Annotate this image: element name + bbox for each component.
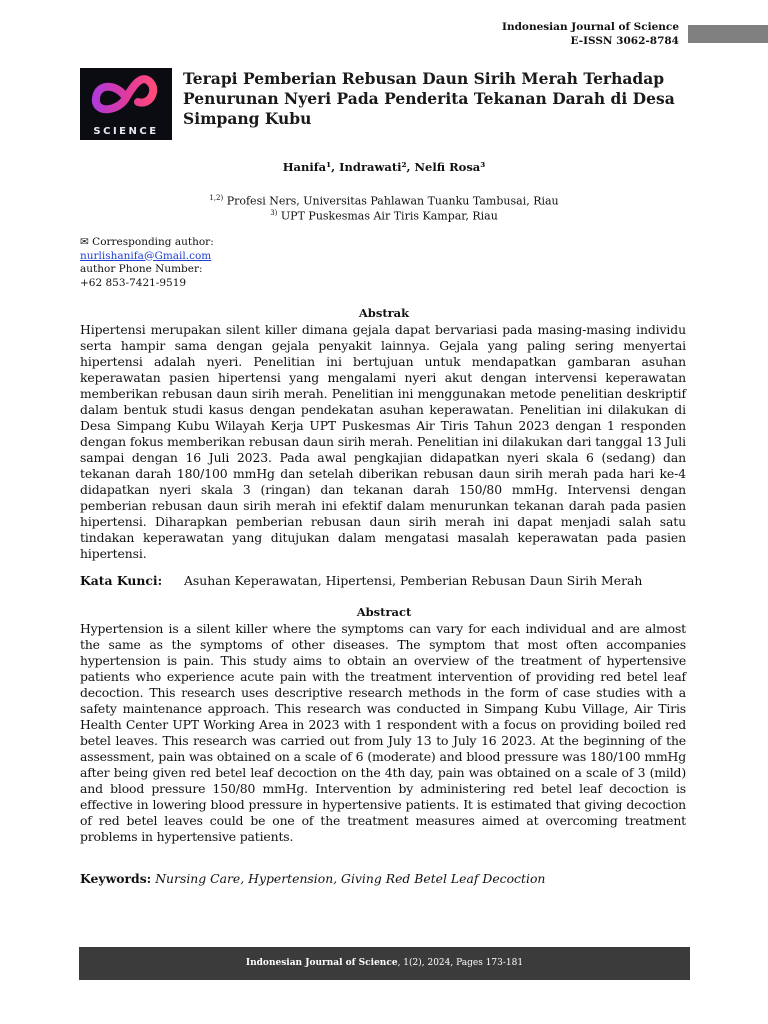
journal-name: Indonesian Journal of Science [502,21,679,33]
keywords-value: Nursing Care, Hypertension, Giving Red Betel Leaf Decoction [155,871,546,886]
abstrak-heading: Abstrak [358,306,410,320]
footer-citation: , 1(2), 2024, Pages 173-181 [397,958,524,968]
journal-logo [80,68,172,140]
affiliation-1-mark: 1,2) [209,194,224,202]
abstract-heading: Abstract [356,605,412,619]
keywords-label: Keywords: [80,871,152,886]
corresponding-author-line [80,236,214,250]
header-accent-bar [688,25,768,43]
kata-kunci-value: Asuhan Keperawatan, Hipertensi, Pemberian Rebusan Daun Sirih Merah [183,573,643,588]
affiliation-1-text: Profesi Ners, Universitas Pahlawan Tuanku Tambusai, Riau [226,194,559,208]
affiliation-2 [0,206,768,224]
article-title: Terapi Pemberian Rebusan Daun Sirih Merah Terhadap Penurunan Nyeri Pada Penderita Tekanan Darah di Desa Simpang Kubu [183,69,675,128]
corresponding-email-link[interactable]: nurlishanifa@Gmail.com [80,249,212,262]
corresponding-author-block [80,236,214,290]
infinity-logo-icon [80,68,172,124]
author-list: Hanifa¹, Indrawati², Nelfi Rosa³ [282,160,486,174]
affiliation-2-text: UPT Puskesmas Air Tiris Kampar, Riau [280,209,498,223]
phone-number: +62 853-7421-9519 [80,276,187,289]
phone-label: author Phone Number: [80,263,203,275]
footer-journal-name: Indonesian Journal of Science [245,958,398,968]
abstrak-body: Hipertensi merupakan silent killer dimana gejala dapat bervariasi pada masing-masing individu serta hampir sama dengan gejala penyakit lainnya. Gejala yang paling sering menyertai hipertensi adalah nyeri. Penelitian ini bertujuan untuk mendapatkan gambaran asuhan keperawatan pasien hipertensi yang mengalami nyeri akut dengan intervensi keperawatan memberikan rebusan daun sirih merah. Penelitian ini menggunakan metode penelitian deskriptif dalam bentuk studi kasus dengan pendekatan asuhan keperawatan. Penelitian ini dilakukan di Desa Simpang Kubu Wilayah Kerja UPT Puskesmas Air Tiris Tahun 2023 dengan 1 responden dengan fokus memberikan rebusan daun sirih merah. Penelitian ini dilakukan dari tanggal 13 Juli sampai dengan 16 Juli 2023. Pada awal pengkajian didapatkan nyeri skala 6 (sedang) dan tekanan darah 180/100 mmHg dan setelah diberikan rebusan daun sirih merah pada hari ke-4 didapatkan nyeri skala 3 (ringan) dan tekanan darah 150/80 mmHg. Intervensi dengan pemberian rebusan daun sirih merah ini efektif dalam menurunkan tekanan darah pada pasien hipertensi. Diharapkan pemberian rebusan daun sirih merah ini dapat menjadi salah satu tindakan keperawatan yang ditujukan dalam mengatasi masalah keperawatan pada pasien hipertensi. [80,322,686,561]
keywords-line [80,871,545,886]
kata-kunci-label: Kata Kunci: [80,573,163,588]
corresponding-author-label: Corresponding author: [92,236,214,248]
envelope-icon: ✉ [80,236,89,248]
page-footer [79,947,690,980]
logo-text: SCIENCE [93,126,159,137]
affiliation-2-mark: 3) [270,209,278,217]
journal-header [502,20,679,48]
abstract-body: Hypertension is a silent killer where the symptoms can vary for each individual and are almost the same as the symptoms of other diseases. The symptom that most often accompanies hypertension is pain. This study aims to obtain an overview of the treatment of hypertensive patients who experience acute pain with the treatment intervention of providing red betel leaf decoction. This research uses descriptive research methods in the form of case studies with a safety maintenance approach. This research was conducted in Simpang Kubu Village, Air Tiris Health Center UPT Working Area in 2023 with 1 respondent with a focus on providing boiled red betel leaves. This research was carried out from July 13 to July 16 2023. At the beginning of the assessment, pain was obtained on a scale of 6 (moderate) and blood pressure was 180/100 mmHg after being given red betel leaf decoction on the 4th day, pain was obtained on a scale of 3 (mild) and blood pressure 150/80 mmHg. Intervention by administering red betel leaf decoction is effective in lowering blood pressure in hypertensive patients. It is estimated that giving decoction of red betel leaves could be one of the treatment measures aimed at overcoming treatment problems in hypertensive patients. [80,621,686,844]
kata-kunci-line [80,573,642,588]
journal-issn: E-ISSN 3062-8784 [570,35,679,47]
